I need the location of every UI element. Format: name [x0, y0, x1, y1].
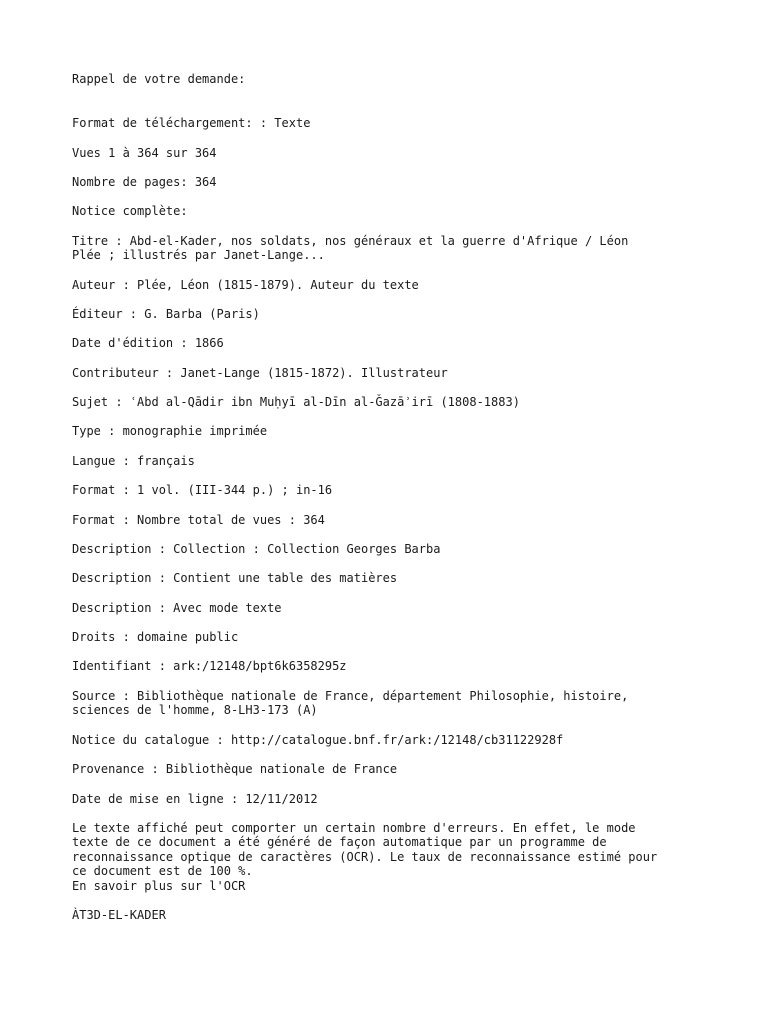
ocr-notice-line-2: texte de ce document a été généré de façon automatique par un programme de	[72, 835, 607, 849]
record-provenance: Provenance : Bibliothèque nationale de France	[72, 762, 398, 776]
record-contributor: Contributeur : Janet-Lange (1815-1872). Illustrateur	[72, 366, 448, 380]
full-record-heading: Notice complète:	[72, 204, 188, 218]
record-type: Type : monographie imprimée	[72, 424, 268, 438]
record-title-line-2: Plée ; illustrés par Janet-Lange...	[72, 248, 325, 262]
record-description-collection: Description : Collection : Collection Georges Barba	[72, 542, 441, 556]
record-author: Auteur : Plée, Léon (1815-1879). Auteur du texte	[72, 278, 419, 292]
ocr-notice-line-4: ce document est de 100 %.	[72, 864, 253, 878]
record-identifier: Identifiant : ark:/12148/bpt6k6358295z	[72, 659, 347, 673]
page-count: Nombre de pages: 364	[72, 175, 217, 189]
views-range: Vues 1 à 364 sur 364	[72, 146, 217, 160]
download-format: Format de téléchargement: : Texte	[72, 116, 311, 130]
record-publisher: Éditeur : G. Barba (Paris)	[72, 307, 260, 321]
document-body-first-line: ÀT3D-EL-KADER	[72, 908, 166, 922]
record-rights: Droits : domaine public	[72, 630, 239, 644]
record-format-views: Format : Nombre total de vues : 364	[72, 513, 325, 527]
record-description-text-mode: Description : Avec mode texte	[72, 601, 282, 615]
ocr-notice-line-3: reconnaissance optique de caractères (OCR). Le taux de reconnaissance estimé pour	[72, 850, 658, 864]
request-reminder-heading: Rappel de votre demande:	[72, 72, 246, 86]
record-title-line-1: Titre : Abd-el-Kader, nos soldats, nos généraux et la guerre d'Afrique / Léon	[72, 234, 629, 248]
record-catalogue-link[interactable]: Notice du catalogue : http://catalogue.bnf.fr/ark:/12148/cb31122928f	[72, 733, 564, 747]
record-format-volume: Format : 1 vol. (III-344 p.) ; in-16	[72, 483, 333, 497]
record-language: Langue : français	[72, 454, 195, 468]
record-online-date: Date de mise en ligne : 12/11/2012	[72, 792, 318, 806]
ocr-notice-line-1: Le texte affiché peut comporter un certain nombre d'erreurs. En effet, le mode	[72, 821, 636, 835]
record-source-line-1: Source : Bibliothèque nationale de France, département Philosophie, histoire,	[72, 689, 629, 703]
record-description-toc: Description : Contient une table des matières	[72, 571, 398, 585]
ocr-learn-more-link[interactable]: En savoir plus sur l'OCR	[72, 879, 246, 893]
record-source-line-2: sciences de l'homme, 8-LH3-173 (A)	[72, 703, 318, 717]
record-edition-date: Date d'édition : 1866	[72, 336, 224, 350]
record-subject: Sujet : ʿAbd al-Qādir ibn Muḥyī al-Dīn al-Ǧazāʾirī (1808-1883)	[72, 395, 520, 409]
